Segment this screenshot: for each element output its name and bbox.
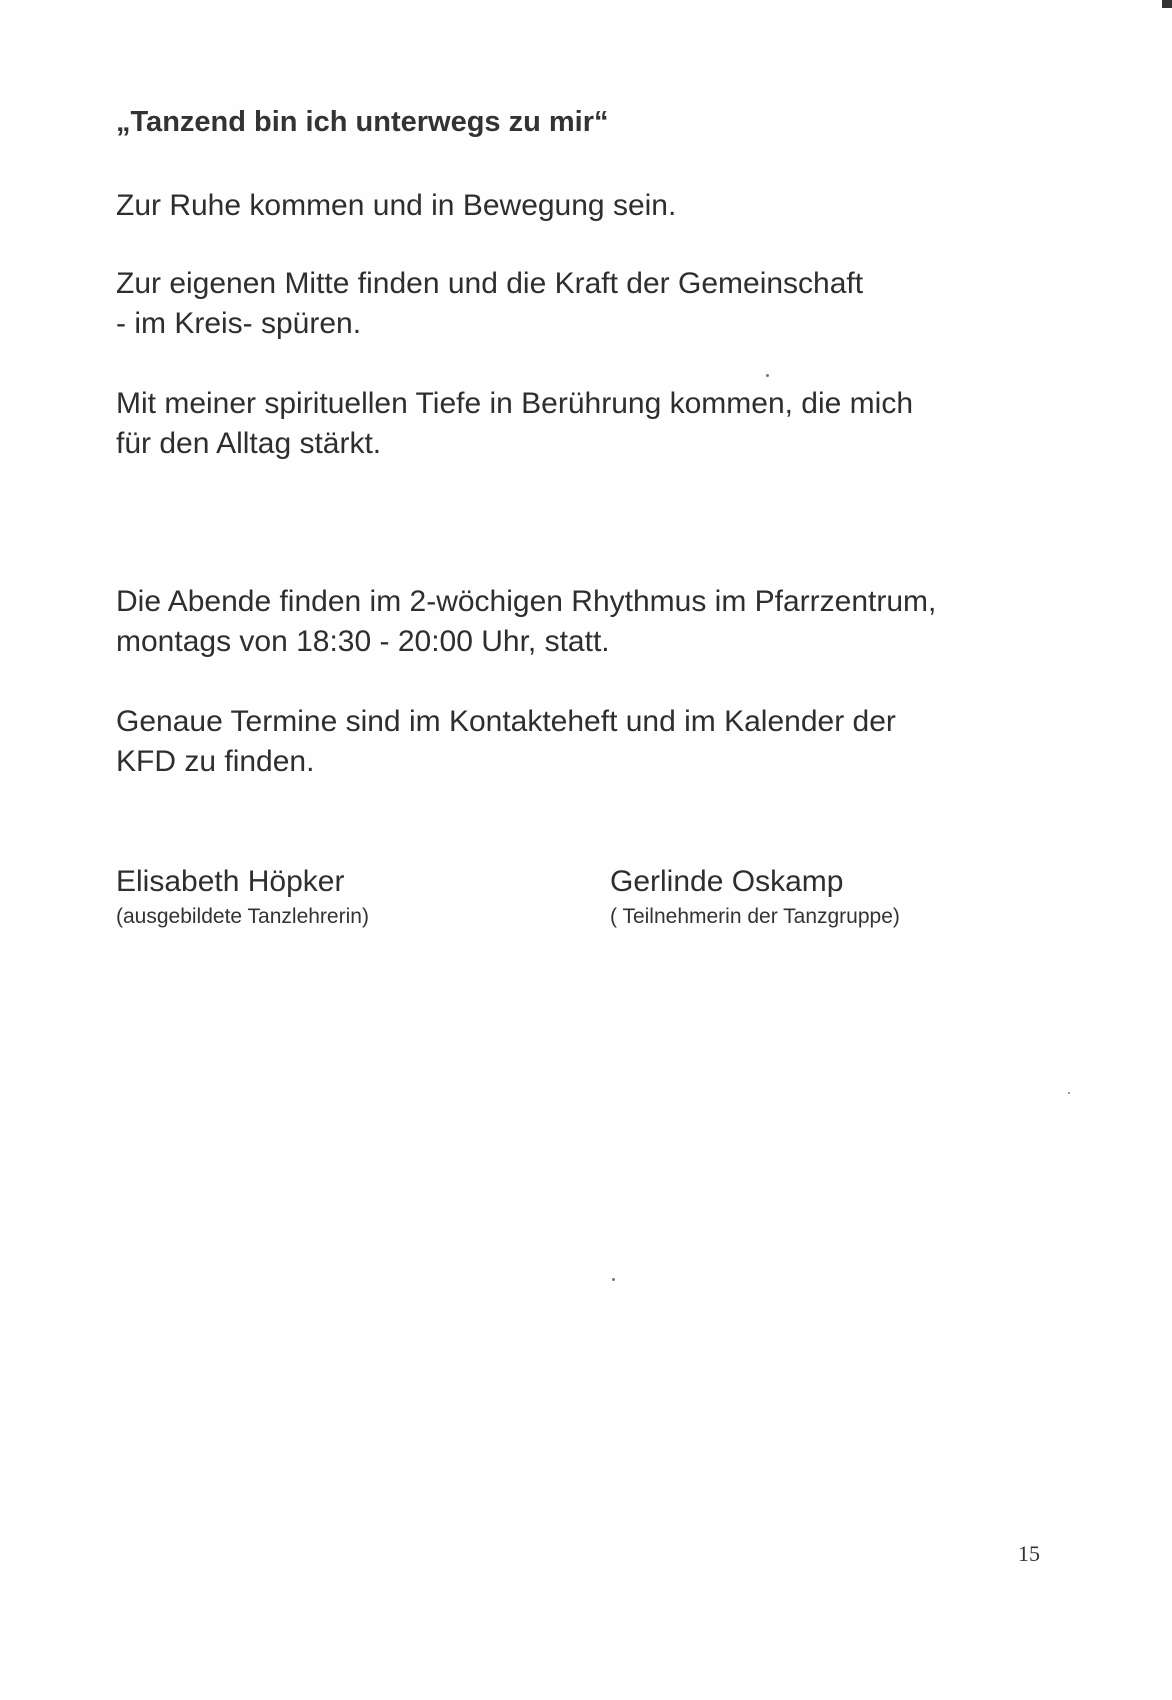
paragraph-line: Zur Ruhe kommen und in Bewegung sein. (116, 189, 677, 222)
signature-name: Gerlinde Oskamp (610, 865, 844, 898)
paragraph-line: - im Kreis- spüren. (116, 307, 362, 340)
paragraph-line: Mit meiner spirituellen Tiefe in Berührung kommen, die mich (116, 387, 914, 420)
paragraph-rest-and-movement (116, 186, 676, 226)
signature-block-left (116, 862, 369, 932)
paragraph-line: Die Abende finden im 2-wöchigen Rhythmus im Pfarrzentrum, (116, 585, 937, 618)
signature-name: Elisabeth Höpker (116, 865, 345, 898)
paragraph-schedule (116, 582, 936, 662)
paragraph-line: Genaue Termine sind im Kontakteheft und im Kalender der (116, 705, 896, 738)
scan-edge-mark (1162, 0, 1172, 8)
scan-speck (612, 1278, 615, 1281)
page-number: 15 (1018, 1541, 1040, 1566)
signature-role: (ausgebildete Tanzlehrerin) (116, 905, 369, 928)
paragraph-line: KFD zu finden. (116, 745, 315, 778)
page-title: „Tanzend bin ich unterwegs zu mir“ (116, 106, 609, 138)
paragraph-line: Zur eigenen Mitte finden und die Kraft der Gemeinschaft (116, 267, 864, 300)
paragraph-line: für den Alltag stärkt. (116, 427, 382, 460)
scan-speck (766, 374, 769, 377)
paragraph-line: montags von 18:30 - 20:00 Uhr, statt. (116, 625, 610, 658)
signature-role: ( Teilnehmerin der Tanzgruppe) (610, 905, 900, 928)
paragraph-community (116, 264, 863, 344)
paragraph-dates-info (116, 702, 896, 782)
paragraph-spiritual-depth (116, 384, 913, 464)
signature-block-right (610, 862, 900, 932)
scan-speck (1068, 1092, 1070, 1094)
